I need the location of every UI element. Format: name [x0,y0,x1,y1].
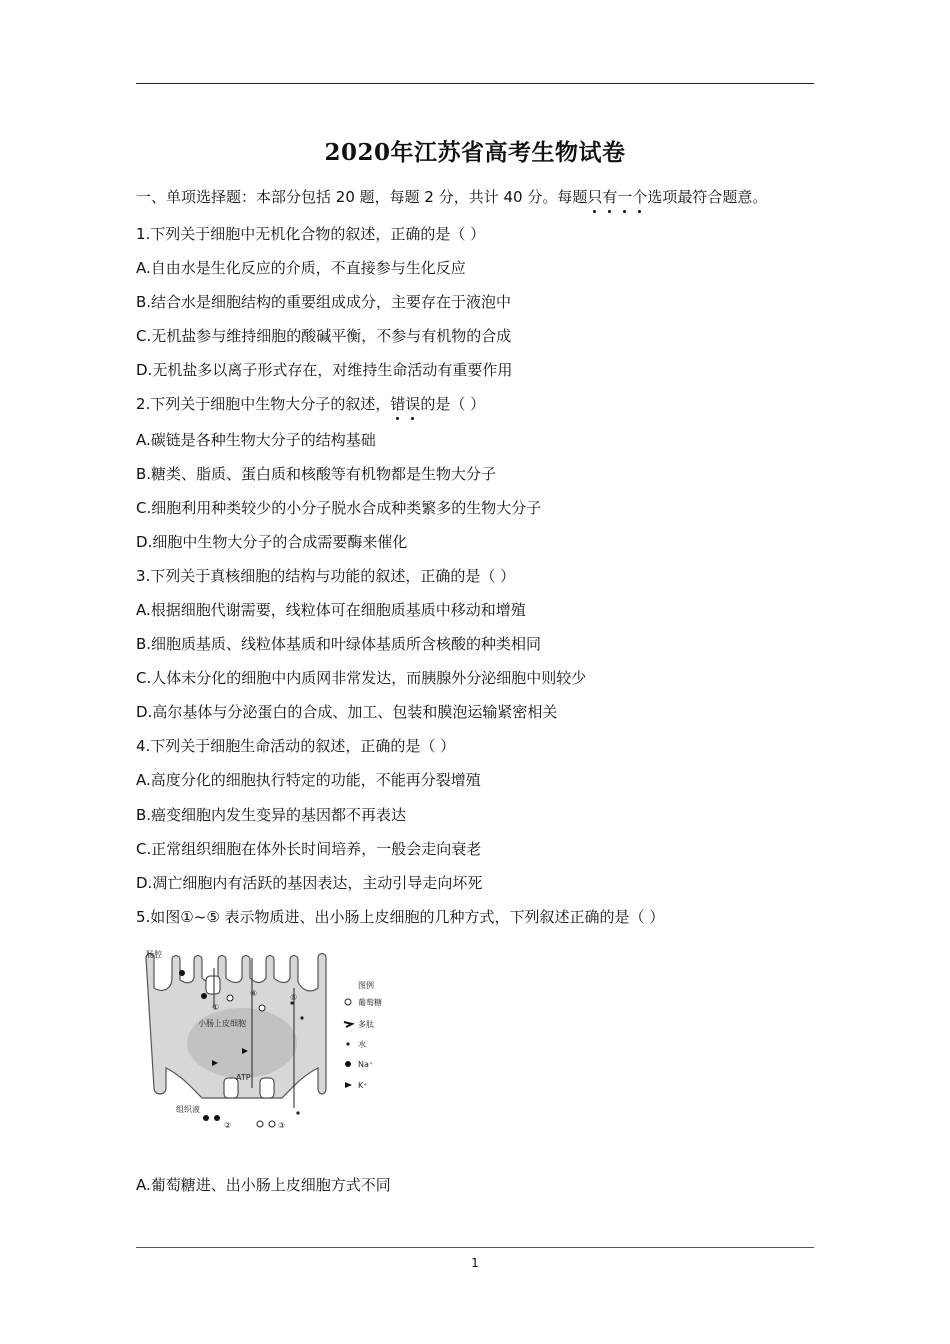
page-number: 1 [471,1256,479,1270]
legend-k-icon [345,1082,352,1088]
section-prefix: 一、单项选择题：本部分包括 20 题，每题 2 分，共计 40 分。每题 [136,188,588,206]
question-2-option-d: D.细胞中生物大分子的合成需要酶来催化 [136,533,408,551]
section-suffix: 选项最符合题意。 [647,188,768,206]
question-3-option-c: C.人体未分化的细胞中内质网非常发达，而胰腺外分泌细胞中则较少 [136,669,587,687]
question-1-option-d: D.无机盐多以离子形式存在，对维持生命活动有重要作用 [136,361,513,379]
circled-4: ④ [250,989,258,998]
legend-polypeptide-icon [344,1022,352,1027]
glucose [227,995,233,1001]
emphasis-char: 误 [405,395,421,413]
question-1-option-b: B.结合水是细胞结构的重要组成成分，主要存在于液泡中 [136,293,512,311]
emphasis-char: 一 [617,188,633,206]
section-instruction [136,187,767,207]
question-5-option-a: A.葡萄糖进、出小肠上皮细胞方式不同 [136,1176,391,1194]
glucose [269,1121,275,1127]
question-3-option-a: A.根据细胞代谢需要，线粒体可在细胞质基质中移动和增殖 [136,601,526,619]
header-rule [136,83,814,84]
cell-label: 小肠上皮细胞 [198,1019,246,1028]
circled-2: ② [224,1121,232,1130]
question-3-option-b: B.细胞质基质、线粒体基质和叶绿体基质所含核酸的种类相同 [136,635,542,653]
na-ion [214,1115,220,1121]
legend-glucose-label: 葡萄糖 [358,998,382,1007]
circled-1: ① [212,1003,220,1012]
na-ion [201,993,207,999]
intestinal-cell-diagram [142,948,402,1138]
emphasis-char: 有 [602,188,618,206]
glucose [257,1121,263,1127]
glucose [259,1005,265,1011]
question-2-option-b: B.糖类、脂质、蛋白质和核酸等有机物都是生物大分子 [136,465,497,483]
question-2-stem-prefix: 2.下列关于细胞中生物大分子的叙述， [136,395,391,413]
question-2-option-c: C.细胞利用种类较少的小分子脱水合成种类繁多的生物大分子 [136,499,542,517]
legend-title: 图例 [358,981,374,990]
footer-rule [136,1247,814,1248]
legend-glucose-icon [345,999,351,1005]
na-ion [203,1115,209,1121]
transport-protein [260,1078,274,1098]
na-ion [179,970,185,976]
water [296,1111,299,1114]
legend-water-icon [346,1042,349,1045]
question-1-option-c: C.无机盐参与维持细胞的酸碱平衡，不参与有机物的合成 [136,327,512,345]
question-3-option-d: D.高尔基体与分泌蛋白的合成、加工、包装和膜泡运输紧密相关 [136,703,558,721]
transport-protein [206,976,220,994]
circled-5: ⑤ [290,993,298,1002]
question-4-option-d: D.凋亡细胞内有活跃的基因表达，主动引导走向坏死 [136,874,483,892]
legend-water-label: 水 [358,1040,366,1049]
lumen-label: 肠腔 [146,950,162,959]
question-3-stem: 3.下列关于真核细胞的结构与功能的叙述，正确的是（ ） [136,567,516,585]
question-2-option-a: A.碳链是各种生物大分子的结构基础 [136,431,376,449]
atp-label: ATP [236,1073,251,1082]
question-1-stem: 1.下列关于细胞中无机化合物的叙述，正确的是（ ） [136,225,486,243]
question-5-stem: 5.如图①~⑤ 表示物质进、出小肠上皮细胞的几种方式，下列叙述正确的是（ ） [136,908,665,926]
tissue-fluid-label: 组织液 [176,1105,200,1114]
emphasis-char: 个 [632,188,648,206]
emphasis-char: 错 [390,395,406,413]
question-2-stem [136,394,485,414]
question-2-stem-suffix: 的是（ ） [420,395,486,413]
question-4-stem: 4.下列关于细胞生命活动的叙述，正确的是（ ） [136,737,456,755]
water [300,1016,303,1019]
legend-polypeptide-label: 多肽 [358,1020,374,1029]
legend-na-label: Na⁺ [358,1060,374,1069]
question-4-option-a: A.高度分化的细胞执行特定的功能，不能再分裂增殖 [136,771,481,789]
circled-3: ③ [278,1121,286,1130]
emphasis-char: 只 [587,188,603,206]
question-4-option-c: C.正常组织细胞在体外长时间培养，一般会走向衰老 [136,840,482,858]
page-title: 2020年江苏省高考生物试卷 [324,139,626,166]
question-1-option-a: A.自由水是生化反应的介质，不直接参与生化反应 [136,259,466,277]
legend-na-icon [345,1061,351,1067]
question-4-option-b: B.癌变细胞内发生变异的基因都不再表达 [136,806,407,824]
legend-k-label: K⁺ [358,1081,368,1090]
